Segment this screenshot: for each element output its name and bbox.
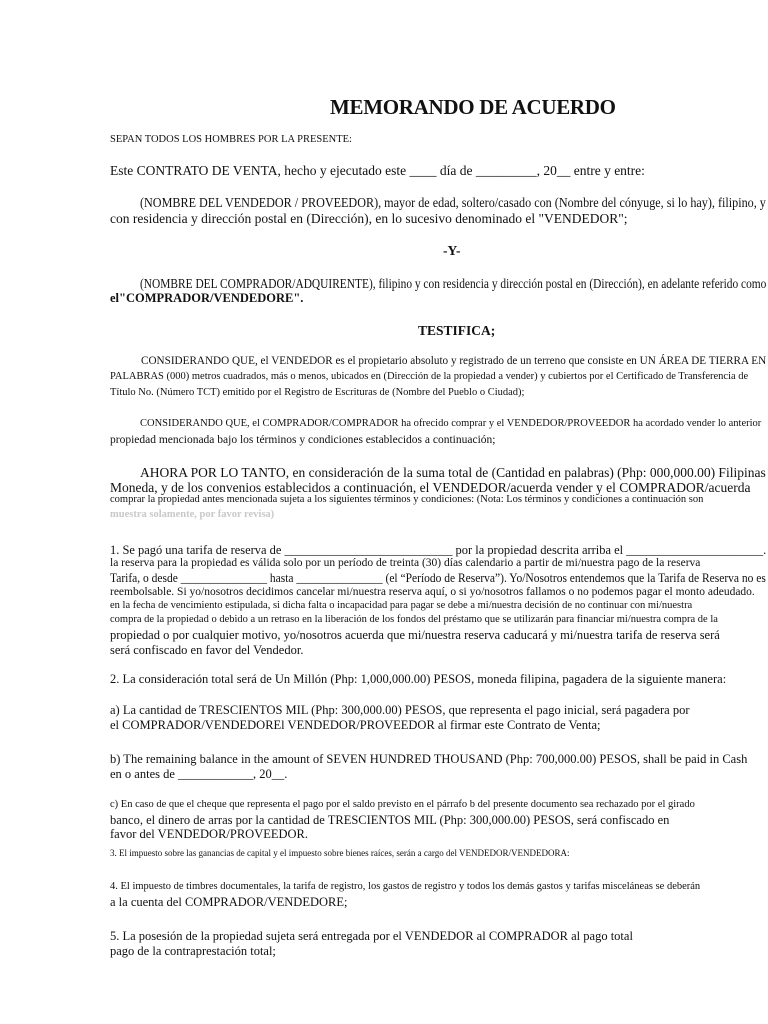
whereas-1-line: CONSIDERANDO QUE, el VENDEDOR es el propietario absoluto y registrado de un terreno que consiste en UN ÁREA DE TIERRA EN (141, 355, 767, 367)
clause-1-line: compra de la propiedad o debido a un retraso en la liberación de los fondos del préstamo que se utilizarán para financiar mi/nuestra compra de la (110, 614, 718, 625)
clause-2b-line: en o antes de ____________, 20__. (110, 767, 288, 781)
therefore-note: muestra solamente, por favor revisa) (110, 509, 275, 520)
document-title: MEMORANDO DE ACUERDO (330, 95, 616, 119)
clause-1-line: Tarifa, o desde _______________ hasta _______________ (el “Período de Reserva”). Yo/Nosotros entendemos que la Tarifa de Reserva no es (110, 571, 766, 585)
clause-4-line: 4. El impuesto de timbres documentales, la tarifa de registro, los gastos de registro y todos los demás gastos y tarifas misceláneas se deberán (110, 881, 701, 892)
clause-3: 3. El impuesto sobre las ganancias de capital y el impuesto sobre bienes raíces, serán a cargo del VENDEDOR/VENDEDORA: (110, 848, 570, 858)
clause-2c-line: c) En caso de que el cheque que representa el pago por el saldo previsto en el párrafo b del presente documento sea rechazado por el girado (110, 799, 695, 810)
clause-2a-line: a) La cantidad de TRESCIENTOS MIL (Php: 300,000.00) PESOS, que representa el pago inicial, será pagadera por (110, 703, 690, 717)
clause-4-line: a la cuenta del COMPRADOR/VENDEDORE; (110, 895, 348, 909)
whereas-2-line: propiedad mencionada bajo los términos y condiciones establecidos a continuación; (110, 434, 496, 446)
buyer-paragraph-line: el"COMPRADOR/VENDEDORE". (110, 291, 304, 305)
contract-line: Este CONTRATO DE VENTA, hecho y ejecutado este ____ día de _________, 20__ entre y entre: (110, 163, 645, 178)
clause-1-line: será confiscado en favor del Vendedor. (110, 643, 304, 657)
therefore-line: Moneda, y de los convenios establecidos a continuación, el VENDEDOR/acuerda vender y el COMPRADOR/acuerda (110, 480, 751, 495)
party-separator: -Y- (443, 243, 461, 258)
seller-paragraph-line: con residencia y dirección postal en (Dirección), en lo sucesivo denominado el "VENDEDOR"; (110, 211, 628, 226)
witness-heading: TESTIFICA; (418, 323, 496, 338)
clause-5-line: pago de la contraprestación total; (110, 944, 276, 958)
clause-2b-line: b) The remaining balance in the amount of SEVEN HUNDRED THOUSAND (Php: 700,000.00) PESOS, shall be paid in Cash (110, 752, 748, 766)
clause-1-line: en la fecha de vencimiento estipulada, si dicha falta o incapacidad para pagar se debe a mi/nuestra decisión de no continuar con mi/nuestra (110, 600, 693, 611)
clause-1-line: 1. Se pagó una tarifa de reserva de ___________________________ por la propiedad descrita arriba el ______________________. (110, 543, 767, 557)
clause-1-line: reembolsable. Si yo/nosotros decidimos cancelar mi/nuestra reserva aquí, o si yo/nosotros fallamos o no podemos pagar el monto adeudado. (110, 586, 755, 598)
clause-2a-line: el COMPRADOR/VENDEDOREl VENDEDOR/PROVEEDOR al firmar este Contrato de Venta; (110, 718, 601, 732)
clause-2c-line: favor del VENDEDOR/PROVEEDOR. (110, 827, 309, 841)
clause-5-line: 5. La posesión de la propiedad sujeta será entregada por el VENDEDOR al COMPRADOR al pago total (110, 929, 633, 943)
whereas-2-line: CONSIDERANDO QUE, el COMPRADOR/COMPRADOR ha ofrecido comprar y el VENDEDOR/PROVEEDOR ha acordado vender lo anterior (140, 418, 762, 429)
therefore-line: comprar la propiedad antes mencionada sujeta a los siguientes términos y condiciones: (Nota: Los términos y condiciones a continuación son (110, 494, 704, 505)
seller-paragraph-line: (NOMBRE DEL VENDEDOR / PROVEEDOR), mayor de edad, soltero/casado con (Nombre del cónyuge, si lo hay), filipino, y (140, 195, 766, 210)
whereas-1-line: PALABRAS (000) metros cuadrados, más o menos, ubicados en (Dirección de la propiedad a vender) y cubiertos por el Certificado de Transferencia de (110, 371, 749, 382)
clause-2: 2. La consideración total será de Un Millón (Php: 1,000,000.00) PESOS, moneda filipina, pagadera de la siguiente manera: (110, 672, 727, 686)
whereas-1-line: Título No. (Número TCT) emitido por el Registro de Escrituras de (Nombre del Pueblo o Ciudad); (110, 387, 525, 398)
intro-line: SEPAN TODOS LOS HOMBRES POR LA PRESENTE: (110, 134, 352, 145)
clause-2c-line: banco, el dinero de arras por la cantidad de TRESCIENTOS MIL (Php: 300,000.00) PESOS, será confiscado en (110, 813, 670, 827)
clause-1-line: la reserva para la propiedad es válida solo por un período de treinta (30) días calendario a partir de mi/nuestra pago de la reserva (110, 557, 701, 569)
buyer-paragraph-line: (NOMBRE DEL COMPRADOR/ADQUIRENTE), filipino y con residencia y dirección postal en (Dirección), en adelante referido como (140, 276, 767, 291)
clause-1-line: propiedad o por cualquier motivo, yo/nosotros acuerda que mi/nuestra reserva caducará y mi/nuestra tarifa de reserva será (110, 628, 720, 642)
therefore-line: AHORA POR LO TANTO, en consideración de la suma total de (Cantidad en palabras) (Php: 000,000.00) Filipinas (140, 465, 766, 480)
